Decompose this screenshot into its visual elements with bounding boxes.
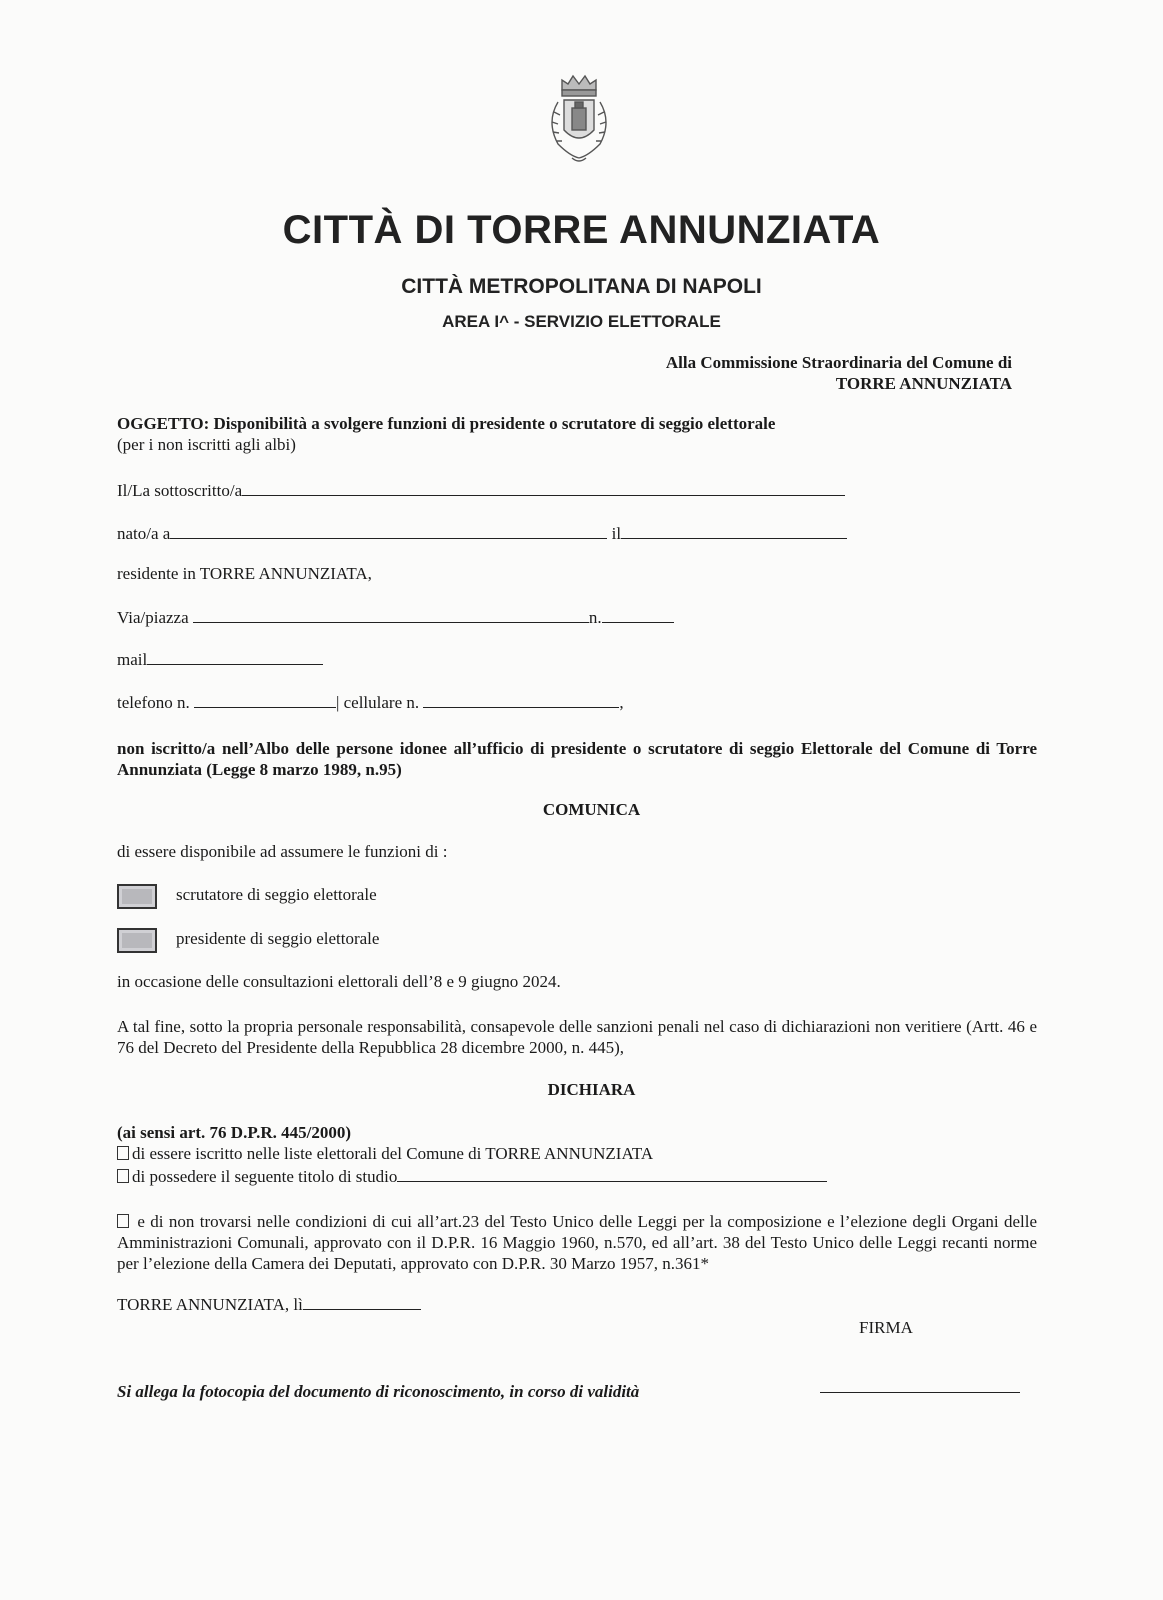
field-telefono-label: telefono n.	[117, 693, 190, 712]
field-phones	[117, 691, 624, 713]
checkbox-condizioni[interactable]	[117, 1214, 129, 1228]
field-cellulare-input[interactable]	[423, 691, 619, 708]
option-presidente-label: presidente di seggio elettorale	[176, 929, 380, 948]
checkbox-iscritto[interactable]	[117, 1146, 129, 1160]
comunica-heading: COMUNICA	[542, 800, 641, 819]
field-mail	[117, 648, 323, 670]
date-input[interactable]	[303, 1293, 421, 1310]
area-title: AREA I^ - SERVIZIO ELETTORALE	[442, 312, 721, 331]
field-nato-input[interactable]	[170, 522, 607, 539]
field-via	[117, 606, 674, 628]
field-mail-input[interactable]	[147, 648, 323, 665]
field-sottoscritto-label: Il/La sottoscritto/a	[117, 481, 243, 500]
field-telefono-input[interactable]	[194, 691, 336, 708]
field-via-label: Via/piazza	[117, 608, 189, 627]
field-nato-label: nato/a a	[117, 524, 171, 543]
comunica-intro: di essere disponibile ad assumere le funzioni di :	[117, 842, 448, 861]
field-cellulare-label: | cellulare n.	[335, 693, 420, 712]
field-numero-label: n.	[588, 608, 602, 627]
place-date-label: TORRE ANNUNZIATA, lì	[117, 1295, 303, 1314]
option-scrutatore-label: scrutatore di seggio elettorale	[176, 885, 377, 904]
occasion-text: in occasione delle consultazioni elettorali dell’8 e 9 giugno 2024.	[117, 972, 561, 991]
signature-line[interactable]	[820, 1392, 1020, 1393]
field-sottoscritto	[117, 479, 845, 501]
subject-note: (per i non iscritti agli albi)	[117, 435, 296, 454]
checkbox-titolo[interactable]	[117, 1169, 129, 1183]
dichiara-item-3	[117, 1211, 1037, 1274]
dichiara-item-3-text: e di non trovarsi nelle condizioni di cui all’art.23 del Testo Unico delle Leggi per la composizione e l’elezione degli Organi delle Amministrazioni Comunali, approvato con il D.P.R. 16 Maggio 1960, n.570, ed all’art. 38 del Testo Unico delle Leggi recanti norme per l’elezione della Camera dei Deputati, approvato con D.P.R. 30 Marzo 1957, n.361*	[117, 1212, 1038, 1273]
attachment-note: Si allega la fotocopia del documento di riconoscimento, in corso di validità	[117, 1382, 640, 1401]
field-mail-label: mail	[117, 650, 148, 669]
field-nato	[117, 522, 847, 544]
addressee-line2: TORRE ANNUNZIATA	[835, 374, 1012, 393]
titolo-studio-input[interactable]	[397, 1165, 827, 1182]
dichiara-item-2-text: di possedere il seguente titolo di studio	[132, 1167, 398, 1186]
a-tal-fine-text: A tal fine, sotto la propria personale responsabilità, consapevole delle sanzioni penali nel caso di dichiarazioni non veritiere (Artt. 46 e 76 del Decreto del Presidente della Repubblica 28 dicembre 2000, n. 445),	[117, 1017, 1037, 1057]
place-date	[117, 1293, 421, 1315]
checkbox-scrutatore[interactable]	[117, 884, 157, 909]
dichiara-item-1	[117, 1144, 653, 1164]
dichiara-heading: DICHIARA	[547, 1080, 636, 1099]
non-iscritto-statement: non iscritto/a nell’Albo delle persone idonee all’ufficio di presidente o scrutatore di seggio Elettorale del Comune di Torre Annunziata (Legge 8 marzo 1989, n.95)	[117, 739, 1037, 779]
field-residente: residente in TORRE ANNUNZIATA,	[117, 564, 372, 583]
metro-title: CITTÀ METROPOLITANA DI NAPOLI	[401, 275, 762, 298]
field-sottoscritto-input[interactable]	[242, 479, 845, 496]
field-via-input[interactable]	[193, 606, 589, 623]
city-crest-icon	[540, 72, 618, 168]
checkbox-presidente[interactable]	[117, 928, 157, 953]
dichiara-item-1-text: di essere iscritto nelle liste elettorali del Comune di TORRE ANNUNZIATA	[132, 1144, 654, 1163]
firma-label: FIRMA	[859, 1318, 913, 1337]
field-numero-input[interactable]	[602, 606, 674, 623]
comma: ,	[619, 693, 624, 712]
dichiara-sensi: (ai sensi art. 76 D.P.R. 445/2000)	[117, 1123, 352, 1142]
subject-line: OGGETTO: Disponibilità a svolgere funzioni di presidente o scrutatore di seggio elettorale	[117, 414, 776, 433]
addressee-line1: Alla Commissione Straordinaria del Comune di	[665, 353, 1012, 372]
field-il-label: il	[611, 524, 622, 543]
field-il-input[interactable]	[621, 522, 847, 539]
dichiara-item-2	[117, 1165, 827, 1187]
city-title: CITTÀ DI TORRE ANNUNZIATA	[282, 208, 881, 252]
